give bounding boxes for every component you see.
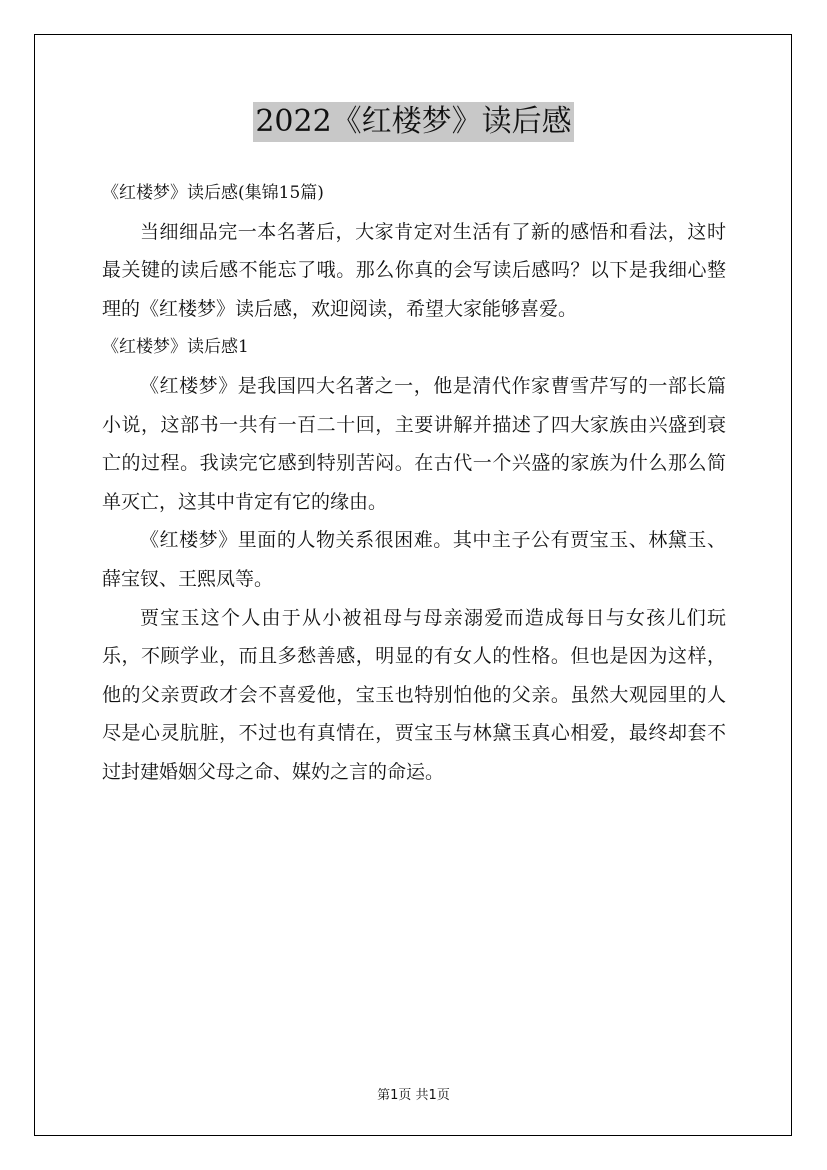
- document-body: [102, 174, 726, 792]
- body-paragraph-3: 贾宝玉这个人由于从小被祖母与母亲溺爱而造成每日与女孩儿们玩乐，不顾学业，而且多愁善感，明显的有女人的性格。但也是因为这样，他的父亲贾政才会不喜爱他，宝玉也特别怕他的父亲。虽然大观园里的人尽是心灵肮脏，不过也有真情在，贾宝玉与林黛玉真心相爱，最终却套不过封建婚姻父母之命、媒妁之言的命运。: [102, 606, 726, 783]
- body-paragraph-1: 《红楼梦》是我国四大名著之一，他是清代作家曹雪芹写的一部长篇小说，这部书一共有一百二十回，主要讲解并描述了四大家族由兴盛到衰亡的过程。我读完它感到特别苦闷。在古代一个兴盛的家族为什么那么简单灭亡，这其中肯定有它的缘由。: [102, 374, 726, 513]
- body-paragraph-2: 《红楼梦》里面的人物关系很困难。其中主子公有贾宝玉、林黛玉、薛宝钗、王熙凤等。: [102, 529, 726, 590]
- document-subtitle: 《红楼梦》读后感(集锦15篇): [102, 183, 324, 203]
- page-footer: [0, 1084, 827, 1103]
- document-title: 2022《红楼梦》读后感: [253, 102, 573, 142]
- intro-paragraph: 当细细品完一本名著后，大家肯定对生活有了新的感悟和看法，这时最关键的读后感不能忘了哦。那么你真的会写读后感吗？以下是我细心整理的《红楼梦》读后感，欢迎阅读，希望大家能够喜爱。: [102, 220, 726, 320]
- section-heading: 《红楼梦》读后感1: [102, 337, 249, 358]
- title-container: [0, 102, 827, 142]
- page-number: 第1页 共1页: [377, 1088, 450, 1103]
